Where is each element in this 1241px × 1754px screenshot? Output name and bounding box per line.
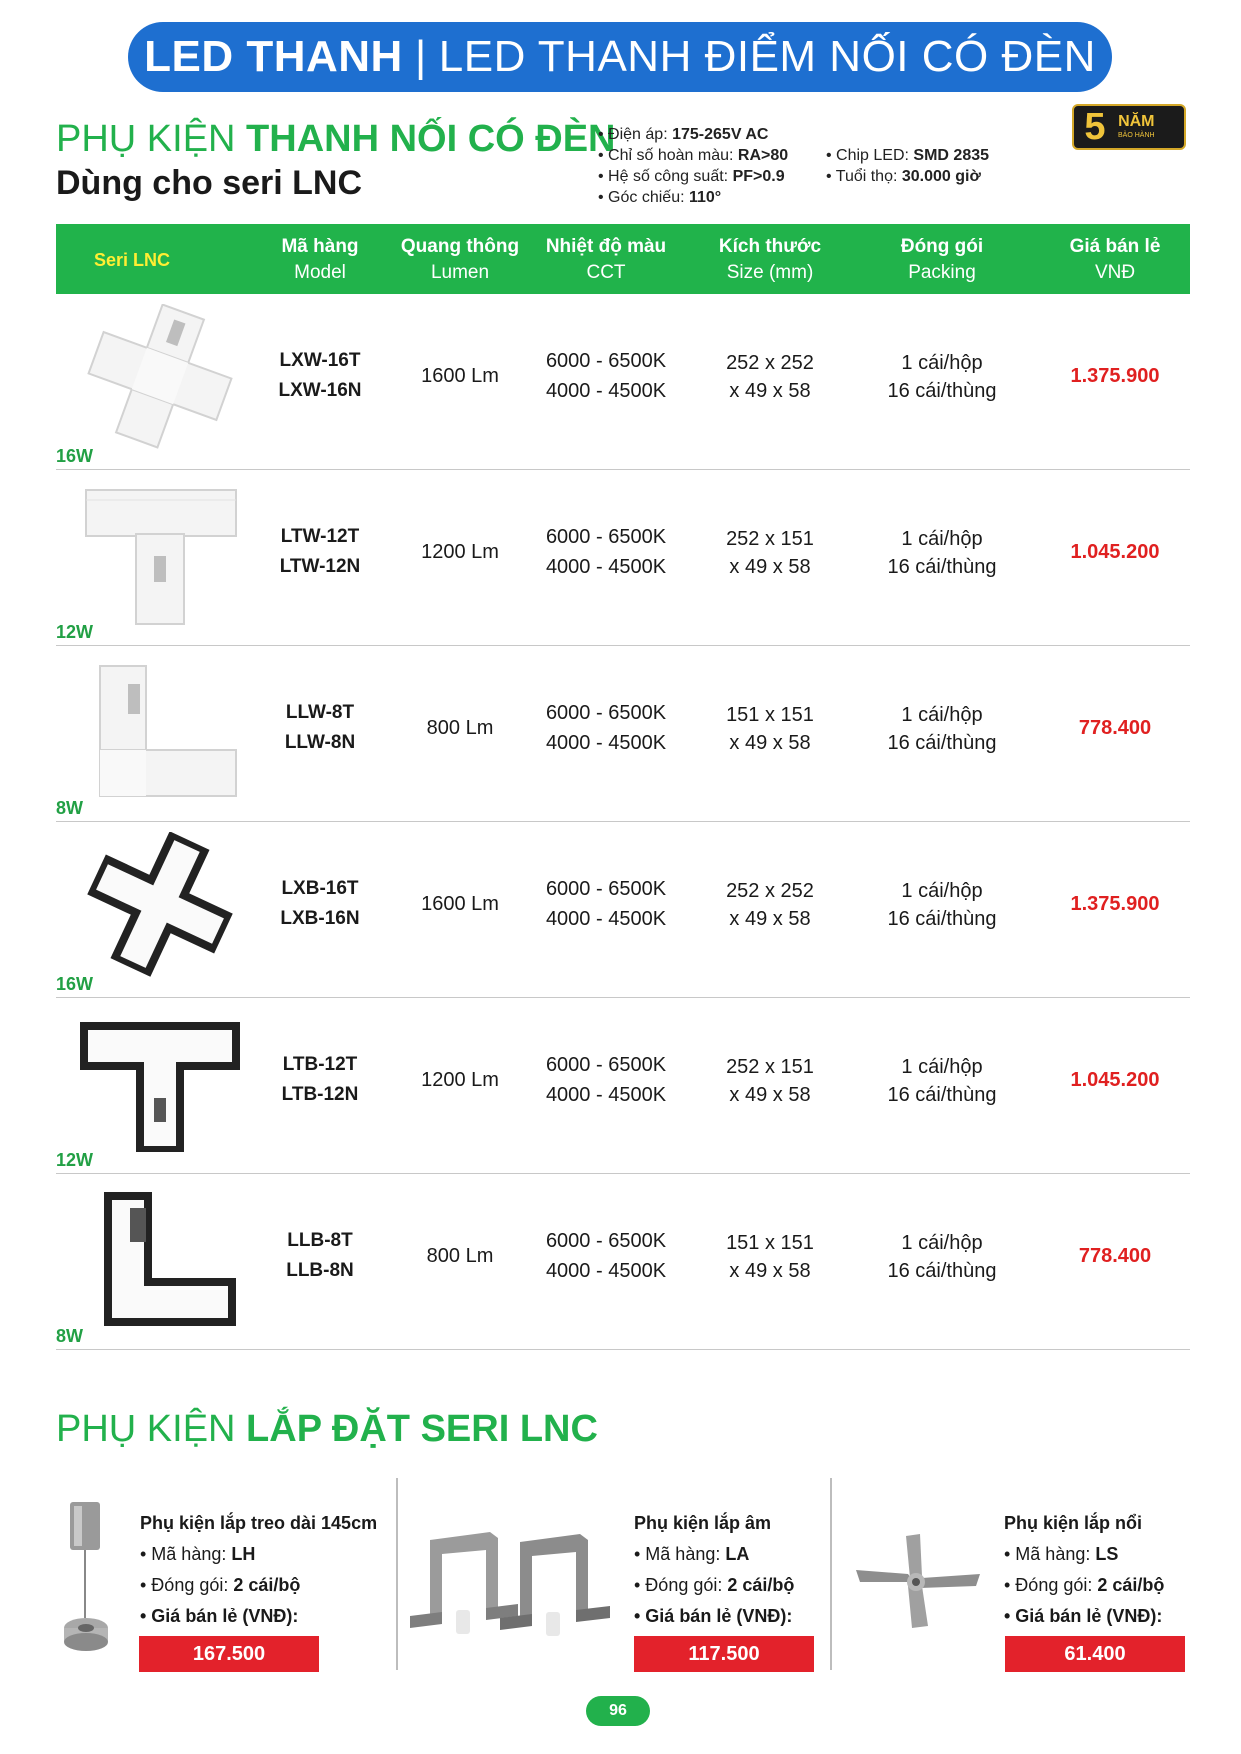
table-row: [56, 294, 1190, 470]
row-packing-2: 16 cái/thùng: [887, 556, 997, 578]
row-packing-2: 16 cái/thùng: [887, 1084, 997, 1106]
section1-title-bold: THANH NỐI CÓ ĐÈN: [246, 118, 616, 160]
accessory-surface-pack-label: • Đóng gói:: [1004, 1575, 1098, 1595]
specs-right: [826, 145, 989, 187]
table-header: [56, 224, 1190, 294]
accessory-recessed-pack: [634, 1570, 794, 1601]
row-size-1: 252 x 151: [726, 1056, 814, 1078]
accessory-surface-code: [1004, 1539, 1164, 1570]
table-row: [56, 470, 1190, 646]
row-price: 1.375.900: [1070, 365, 1160, 387]
spec-cri: [598, 145, 788, 166]
warranty-word: NĂM: [1118, 113, 1155, 130]
row-packing: [862, 525, 1022, 581]
th-pack-en: Packing: [908, 262, 976, 283]
row-cct-1: 6000 - 6500K: [545, 526, 667, 548]
accessory-divider: [396, 1478, 398, 1670]
row-lumen: 1200 Lm: [421, 1069, 499, 1091]
row-cct: [526, 346, 686, 406]
row-packing-2: 16 cái/thùng: [887, 1260, 997, 1282]
row-cct-1: 6000 - 6500K: [545, 878, 667, 900]
row-cct-2: 4000 - 4500K: [545, 732, 667, 754]
header-banner: [128, 22, 1112, 92]
spec-angle-value: 110°: [688, 189, 722, 206]
accessory-hanging-info: [140, 1508, 377, 1632]
accessory-divider: [830, 1478, 832, 1670]
row-price: 778.400: [1078, 717, 1152, 739]
row-model: [240, 346, 400, 406]
accessory-hanging-pack: [140, 1570, 377, 1601]
row-size-2: x 49 x 58: [729, 556, 811, 578]
spec-voltage: [598, 124, 788, 145]
section1-title-prefix: PHỤ KIỆN: [56, 118, 247, 160]
row-packing-1: 1 cái/hộp: [901, 1232, 983, 1254]
banner-brand: LED THANH: [144, 32, 403, 81]
table-row: [56, 646, 1190, 822]
row-model: [240, 1050, 400, 1110]
row-model-t: LTW-12T: [280, 526, 360, 547]
row-model-n: LLB-8N: [286, 1260, 354, 1281]
product-image-icon: [70, 1008, 250, 1158]
accessory-recessed-code: [634, 1539, 794, 1570]
row-model-t: LTB-12T: [282, 1054, 358, 1075]
row-lumen: 800 Lm: [426, 717, 494, 739]
row-model-n: LLW-8N: [284, 732, 356, 753]
row-model-n: LXW-16N: [278, 380, 362, 401]
section2-title-prefix: PHỤ KIỆN: [56, 1408, 247, 1450]
spec-life-label: • Tuổi thọ:: [826, 168, 902, 185]
row-size-1: 151 x 151: [726, 704, 814, 726]
row-cct: [526, 698, 686, 758]
th-price: [1035, 234, 1195, 286]
row-size: [690, 525, 850, 581]
row-cct-2: 4000 - 4500K: [545, 380, 667, 402]
surface-kit-icon: [848, 1530, 988, 1630]
row-size: [690, 1229, 850, 1285]
accessory-hanging-pack-value: 2 cái/bộ: [233, 1575, 301, 1595]
row-model-n: LXB-16N: [280, 908, 360, 929]
row-packing-2: 16 cái/thùng: [887, 380, 997, 402]
row-cct: [526, 874, 686, 934]
spec-chip-label: • Chip LED:: [826, 147, 914, 164]
row-wattage: 16W: [56, 446, 94, 466]
row-cct-2: 4000 - 4500K: [545, 908, 667, 930]
spec-life-value: 30.000 giờ: [901, 168, 981, 185]
row-packing-1: 1 cái/hộp: [901, 880, 983, 902]
row-size: [690, 701, 850, 757]
product-image-icon: [70, 304, 250, 454]
th-pack-vi: Đóng gói: [900, 236, 984, 257]
accessory-recessed-name: Phụ kiện lắp âm: [634, 1513, 772, 1533]
th-lumen-vi: Quang thông: [400, 236, 520, 257]
th-cct-en: CCT: [586, 262, 626, 283]
row-cct-2: 4000 - 4500K: [545, 1260, 667, 1282]
th-lumen: [380, 234, 540, 286]
product-image-icon: [70, 656, 250, 806]
accessory-surface-pack: [1004, 1570, 1164, 1601]
accessory-recessed-price: 117.500: [634, 1636, 814, 1672]
row-size-2: x 49 x 58: [729, 908, 811, 930]
accessory-hanging-code-value: LH: [231, 1544, 256, 1564]
row-size-2: x 49 x 58: [729, 1260, 811, 1282]
accessory-surface-price-label: • Giá bán lẻ (VNĐ):: [1004, 1606, 1163, 1626]
accessory-recessed-pack-value: 2 cái/bộ: [727, 1575, 795, 1595]
warranty-text: [1118, 113, 1155, 141]
row-packing: [862, 701, 1022, 757]
th-size: [690, 234, 850, 286]
row-size: [690, 1053, 850, 1109]
accessory-hanging-code: [140, 1539, 377, 1570]
accessory-surface-info: [1004, 1508, 1164, 1632]
row-lumen: 1200 Lm: [421, 541, 499, 563]
accessory-hanging-price-label: • Giá bán lẻ (VNĐ):: [140, 1606, 299, 1626]
row-packing-1: 1 cái/hộp: [901, 1056, 983, 1078]
row-model-t: LXB-16T: [281, 878, 359, 899]
th-pack: [862, 234, 1022, 286]
spec-voltage-label: • Điện áp:: [598, 126, 673, 143]
row-cct-1: 6000 - 6500K: [545, 350, 667, 372]
product-image-icon: [70, 480, 250, 630]
product-image-icon: [70, 832, 250, 982]
spec-pf-value: PF>0.9: [732, 168, 785, 185]
accessory-hanging-price: 167.500: [139, 1636, 319, 1672]
table-row: [56, 822, 1190, 998]
row-size-1: 252 x 151: [726, 528, 814, 550]
accessory-recessed-pack-label: • Đóng gói:: [634, 1575, 728, 1595]
row-packing-1: 1 cái/hộp: [901, 704, 983, 726]
row-packing: [862, 877, 1022, 933]
row-model: [240, 1226, 400, 1286]
banner-separator: |: [414, 32, 427, 81]
row-cct: [526, 1226, 686, 1286]
th-price-en: VNĐ: [1094, 262, 1136, 283]
row-price: 778.400: [1078, 1245, 1152, 1267]
table-row: [56, 1174, 1190, 1350]
row-cct-2: 4000 - 4500K: [545, 556, 667, 578]
accessory-surface-name: Phụ kiện lắp nổi: [1004, 1513, 1143, 1533]
accessory-recessed-code-label: • Mã hàng:: [634, 1544, 726, 1564]
row-cct: [526, 522, 686, 582]
accessory-surface-price: 61.400: [1005, 1636, 1185, 1672]
accessory-hanging-name: Phụ kiện lắp treo dài 145cm: [140, 1513, 378, 1533]
accessory-hanging-code-label: • Mã hàng:: [140, 1544, 232, 1564]
row-size-2: x 49 x 58: [729, 380, 811, 402]
row-wattage: 12W: [56, 622, 94, 642]
row-size-1: 252 x 252: [726, 352, 814, 374]
row-cct-2: 4000 - 4500K: [545, 1084, 667, 1106]
accessory-surface-code-value: LS: [1095, 1544, 1119, 1564]
th-size-en: Size (mm): [726, 262, 814, 283]
spec-chip-value: SMD 2835: [913, 147, 990, 164]
spec-angle-label: • Góc chiếu:: [598, 189, 689, 206]
row-cct-1: 6000 - 6500K: [545, 1054, 667, 1076]
page-number: 96: [586, 1696, 650, 1726]
product-image-icon: [70, 1184, 250, 1334]
row-wattage: 8W: [56, 1326, 83, 1346]
accessory-recessed-price-label: • Giá bán lẻ (VNĐ):: [634, 1606, 793, 1626]
spec-voltage-value: 175-265V AC: [672, 126, 769, 143]
th-model: [240, 234, 400, 286]
section1-subtitle: Dùng cho seri LNC: [56, 164, 363, 202]
row-size: [690, 349, 850, 405]
row-price: 1.045.200: [1070, 1069, 1160, 1091]
row-size-1: 252 x 252: [726, 880, 814, 902]
accessory-recessed-info: [634, 1508, 794, 1632]
row-model: [240, 874, 400, 934]
row-packing: [862, 1053, 1022, 1109]
spec-angle: [598, 187, 788, 208]
th-lumen-en: Lumen: [430, 262, 490, 283]
row-cct-1: 6000 - 6500K: [545, 702, 667, 724]
row-lumen: 800 Lm: [426, 1245, 494, 1267]
warranty-number: 5: [1084, 106, 1106, 148]
accessory-recessed-code-value: LA: [725, 1544, 750, 1564]
row-price: 1.375.900: [1070, 893, 1160, 915]
row-size: [690, 877, 850, 933]
row-size-2: x 49 x 58: [729, 1084, 811, 1106]
row-packing-2: 16 cái/thùng: [887, 732, 997, 754]
row-packing-2: 16 cái/thùng: [887, 908, 997, 930]
accessory-surface-pack-value: 2 cái/bộ: [1097, 1575, 1165, 1595]
row-cct-1: 6000 - 6500K: [545, 1230, 667, 1252]
warranty-sub: BẢO HÀNH: [1118, 132, 1155, 139]
warranty-badge: [1072, 104, 1186, 150]
spec-chip: [826, 145, 989, 166]
spec-pf-label: • Hệ số công suất:: [598, 168, 733, 185]
row-price: 1.045.200: [1070, 541, 1160, 563]
row-model-n: LTB-12N: [281, 1084, 359, 1105]
row-size-2: x 49 x 58: [729, 732, 811, 754]
hanging-kit-icon: [56, 1500, 136, 1660]
row-wattage: 16W: [56, 974, 94, 994]
row-wattage: 8W: [56, 798, 83, 818]
table-row: [56, 998, 1190, 1174]
row-packing-1: 1 cái/hộp: [901, 352, 983, 374]
spec-cri-value: RA>80: [737, 147, 789, 164]
row-packing-1: 1 cái/hộp: [901, 528, 983, 550]
row-lumen: 1600 Lm: [421, 893, 499, 915]
th-model-vi: Mã hàng: [281, 236, 359, 257]
row-packing: [862, 1229, 1022, 1285]
th-price-vi: Giá bán lẻ: [1069, 236, 1161, 257]
th-cct: [526, 234, 686, 286]
specs-left: [598, 124, 788, 208]
section2-title-bold: LẮP ĐẶT SERI LNC: [246, 1408, 598, 1450]
row-packing: [862, 349, 1022, 405]
recessed-kit-icon: [410, 1520, 620, 1640]
section2-title: [56, 1408, 598, 1451]
th-model-en: Model: [294, 262, 346, 283]
spec-cri-label: • Chỉ số hoàn màu:: [598, 147, 738, 164]
th-seri: Seri LNC: [93, 250, 171, 270]
row-wattage: 12W: [56, 1150, 94, 1170]
banner-title: LED THANH ĐIỂM NỐI CÓ ĐÈN: [438, 32, 1096, 81]
accessory-surface-code-label: • Mã hàng:: [1004, 1544, 1096, 1564]
row-model-t: LLW-8T: [285, 702, 355, 723]
th-cct-vi: Nhiệt độ màu: [545, 236, 667, 257]
accessory-hanging-pack-label: • Đóng gói:: [140, 1575, 234, 1595]
row-cct: [526, 1050, 686, 1110]
row-size-1: 151 x 151: [726, 1232, 814, 1254]
spec-life: [826, 166, 989, 187]
section1-title: [56, 118, 616, 161]
row-lumen: 1600 Lm: [421, 365, 499, 387]
row-model-t: LXW-16T: [279, 350, 361, 371]
row-model-n: LTW-12N: [279, 556, 361, 577]
row-model: [240, 698, 400, 758]
spec-pf: [598, 166, 788, 187]
row-model: [240, 522, 400, 582]
row-model-t: LLB-8T: [287, 1230, 353, 1251]
th-size-vi: Kích thước: [718, 236, 822, 257]
